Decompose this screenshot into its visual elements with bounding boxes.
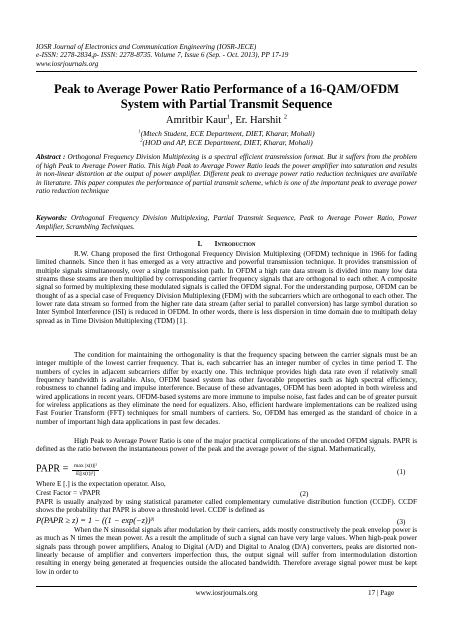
section-title: Introduction bbox=[214, 240, 256, 248]
affiliations bbox=[36, 129, 417, 148]
equation-3: P(PAPR ≥ z) = 1 − ((1 − exp(−z))ᴺ bbox=[36, 516, 155, 525]
journal-issn: e-ISSN: 2278-2834,p- ISSN: 2278-8735. Volume 7, Issue 6 (Sep. - Oct. 2013), PP 17-19 bbox=[36, 51, 289, 60]
paper-title bbox=[36, 82, 417, 112]
abstract bbox=[36, 153, 417, 196]
equation-1-lhs: PAPR = bbox=[36, 463, 69, 475]
authors bbox=[36, 115, 417, 127]
keywords bbox=[36, 214, 417, 231]
journal-header bbox=[36, 43, 426, 68]
equation-1-number: (1) bbox=[397, 468, 406, 476]
section-number: I. bbox=[197, 240, 203, 248]
abstract-label: Abstract : bbox=[36, 153, 66, 161]
paragraph-1: R.W. Chang proposed the first Orthogonal Frequency Division Multiplexing (OFDM) technique in 1966 for fading limited channels. Since then it has emerged as a very attractive and powerful transmission technique. It provides transmission of multiple signals simultaneously, over a single transmission path. In OFDM a high rate data stream is divided into many low data streams these steams are then multiplied by corresponding carrier frequency signals that are orthogonal to each other. A composite signal so formed by multiplexing these modulated signals is called the OFDM signal. For the understanding purpose, OFDM can be thought of as a special case of Frequency Division Multiplexing (FDM) with the subcarriers which are orthogonal to each other. The lower rate data stream so formed from the higher rate data stream (after serial to parallel conversion) has large symbol duration so Inter Symbol Interference (ISI) is reduced in OFDM. In other words, there is less dispersion in time domain due to multipath delay spread as in Time Division Multiplexing (TDM) [1]. bbox=[36, 250, 417, 325]
affiliation-2-text: (HOD and AP, ECE Department, DIET, Kharar, Mohali) bbox=[142, 138, 313, 148]
where-text: Where E [.] is the expectation operator. Also, bbox=[36, 480, 166, 488]
paper-title-line-2: System with Partial Transmit Sequence bbox=[120, 97, 333, 111]
affiliation-1 bbox=[36, 129, 417, 138]
equation-1 bbox=[36, 463, 417, 477]
paragraph-4: PAPR is usually analyzed by using statistical parameter called complementary cumulative distribution function (CCDF). CCDF shows the probability that PAPR is above a threshold level. CCDF is defined as bbox=[36, 498, 417, 515]
paragraph-5: When the N sinusoidal signals after modulation by their carriers, adds mostly constructively the peak envelop power is as much as N times the mean power. As a result the amplitude of such a signal can have very large values. When high-peak power signals pass through power amplifiers, Analog to Digital (A/D) and Digital to Analog (D/A) converters, peaks are distorted non-linearly because of amplifier and converters imperfection thus, the output signal will suffer from intermodulation distortion resulting in energy being generated at frequencies outside the allocated bandwidth. Therefore average signal power must be kept low in order to bbox=[36, 526, 417, 576]
journal-name: IOSR Journal of Electronics and Communication Engineering (IOSR-JECE) bbox=[36, 43, 257, 51]
equation-3-number: (3) bbox=[397, 518, 406, 526]
journal-website: www.iosrjournals.org bbox=[36, 59, 99, 68]
equation-1-numerator: max |x(t)|² bbox=[74, 463, 98, 469]
author-2-name: , Er. Harshit bbox=[230, 115, 282, 126]
page-number: 17 | Page bbox=[368, 589, 395, 597]
author-2-sup: 2 bbox=[283, 113, 288, 121]
affiliation-1-text: (Mtech Student, ECE Department, DIET, Kharar, Mohali) bbox=[140, 129, 315, 138]
affiliation-1-sup: 1 bbox=[138, 128, 141, 134]
abstract-text: Orthogonal Frequency Division Multiplexing is a spectral efficient transmission format. But it suffers from the problem of high Peak to Average Power Ratio. This high Peak to Average Power Ratio leads the power amplifier into saturation and results in non-linear distortion at the output of power amplifier. Different peak to average power ratio reduction techniques are available in literature. This paper computes the performance of partial transmit scheme, which is one of the important peak to average power ratio reduction technique bbox=[36, 153, 417, 196]
equation-1-denominator: E[|x(t)|²] bbox=[75, 470, 96, 477]
abstract-rule bbox=[36, 236, 417, 237]
keywords-label: Keywords: bbox=[36, 214, 68, 222]
section-heading bbox=[36, 240, 417, 249]
keywords-text: Orthogonal Frequency Division Multiplexing, Partial Transmit Sequence, Peak to Average Power Ratio, Power Amplifier, Scrambling Techniques. bbox=[36, 214, 417, 231]
footer-website: www.iosrjournals.org bbox=[195, 589, 258, 597]
header-rule bbox=[36, 71, 417, 72]
equation-1-fraction bbox=[72, 463, 99, 477]
paragraph-2: The condition for maintaining the orthogonality is that the frequency spacing between the carrier signals must be an integer multiple of the lowest carrier frequency. That is, each subcarrier has an integer number of cycles in time period T. The numbers of cycles in adjacent subcarriers differ by exactly one. This technique provides high data rate even if relatively small frequency bandwidth is available. Also, OFDM based system has other favorable properties such as high spectral efficiency, robustness to channel fading and impulse interference. Because of these advantages, OFDM has been adopted in both wireless and wired applications in recent years. OFDM-based systems are more immune to impulse noise, fast fades and can be of greater pursuit for wireless applications as they eliminate the need for equalizers. Also, efficient hardware implementations can be realized using Fast Fourier Transform (FFT) techniques for small numbers of carriers. So, OFDM has emerged as the standard of choice in a number of important high data applications in past few decades. bbox=[36, 351, 417, 426]
paper-title-line-1: Peak to Average Power Ratio Performance of a 16-QAM/OFDM bbox=[53, 82, 400, 96]
affiliation-2 bbox=[36, 138, 417, 147]
equation-2: Crest Factor = √PAPR bbox=[36, 489, 101, 497]
author-1-name: Amritbir Kaur bbox=[165, 115, 227, 126]
affiliation-2-sup: 2 bbox=[140, 137, 143, 143]
author-1-sup: 1 bbox=[226, 113, 231, 121]
equation-2-number: (2) bbox=[300, 490, 309, 498]
footer-rule bbox=[36, 586, 417, 587]
paragraph-3: High Peak to Average Power Ratio is one of the major practical complications of the uncoded OFDM signals. PAPR is defined as the ratio between the instantaneous power of the peak and the average power of the signal. Mathematically, bbox=[36, 437, 417, 454]
